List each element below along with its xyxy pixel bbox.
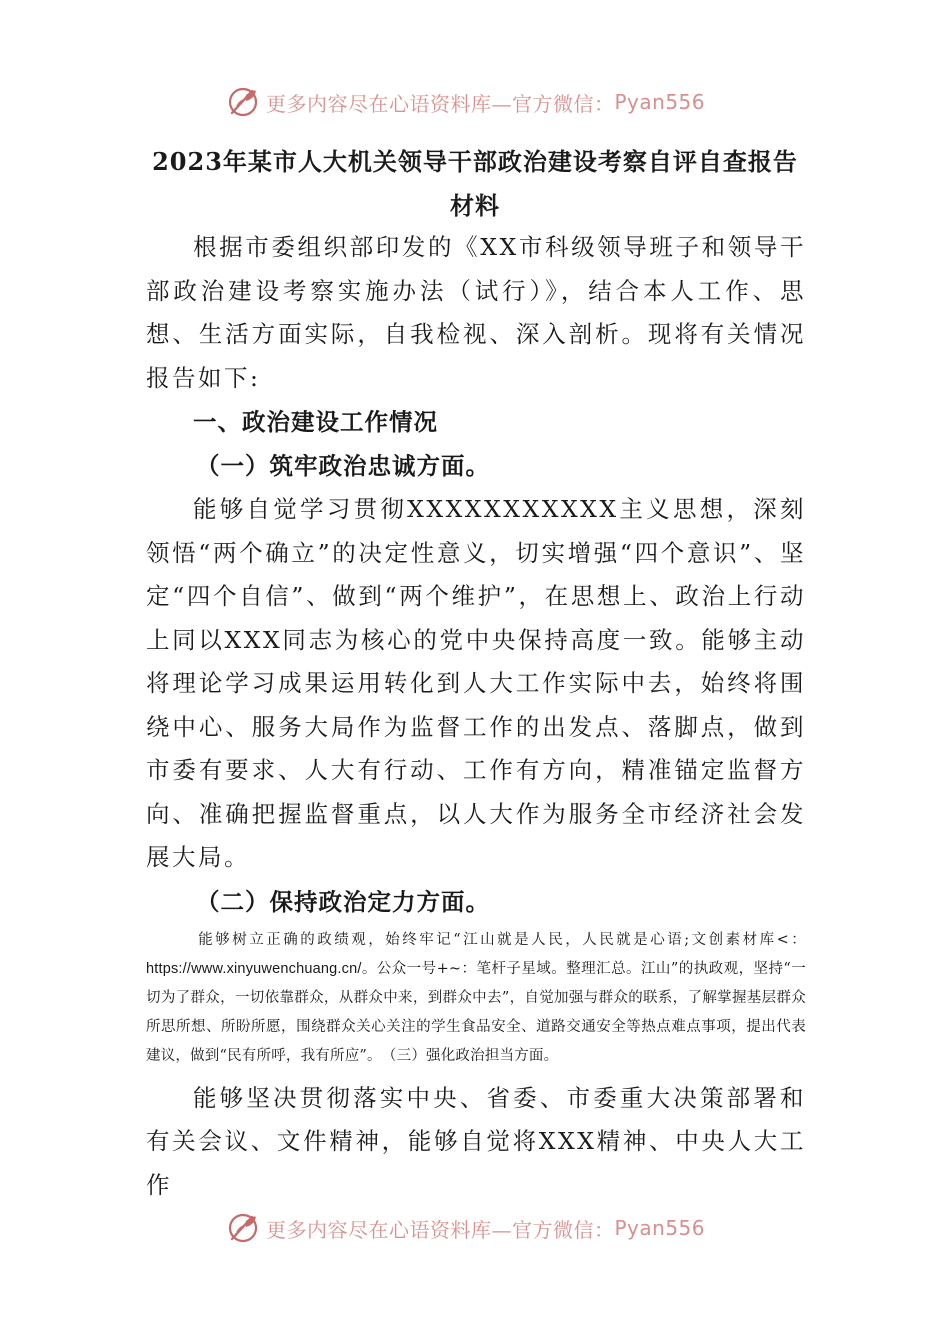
title-line-1: 2023年某市人大机关领导干部政治建设考察自评自查报告: [152, 147, 798, 176]
intro-paragraph: 根据市委组织部印发的《XX市科级领导班子和领导干部政治建设考察实施办法（试行）》，结合本人工作、思想、生活方面实际，自我检视、深入剖析。现将有关情况报告如下:: [146, 233, 806, 392]
document-title: [120, 140, 830, 228]
section-heading-1: 一、政治建设工作情况: [193, 408, 438, 436]
subsection-2-text-a: 能够树立正确的政绩观，始终牢记“江山就是人民，人民就是心语;文创素材库<：: [198, 931, 806, 948]
source-url-link[interactable]: https://www.xinyuwenchuang.cn/: [146, 960, 362, 977]
subsection-heading-2: （二）保持政治定力方面。: [196, 887, 490, 916]
quill-logo-icon: [226, 1211, 260, 1245]
watermark-wechat-id: Pyan556: [614, 90, 706, 114]
subsection-3-paragraph: 能够坚决贯彻落实中央、省委、市委重大决策部署和有关会议、文件精神，能够自觉将XXX精神、中央人大工作: [146, 1083, 806, 1199]
watermark-text: 更多内容尽在心语资料库—官方微信：: [266, 91, 615, 116]
quill-logo-icon: [226, 85, 260, 119]
watermark-text: 更多内容尽在心语资料库—官方微信：: [266, 1217, 615, 1242]
document-body: [146, 226, 806, 1207]
watermark-wechat-id: Pyan556: [614, 1216, 706, 1240]
subsection-2-text-b: 。公众一号+~：笔杆子星域。整理汇总。江山”的执政观，坚持“一切为了群众，一切依靠群众，从群众中来，到群众中去”，自觉加强与群众的联系，了解掌握基层群众所思所想、所盼所愿，围绕群众关心关注的学生食品安全、道路交通安全等热点难点事项，提出代表建议，做到“民有所呼，我有所应”。 （三）强化政治担当方面。: [146, 960, 806, 1064]
title-line-2: 材料: [450, 191, 500, 220]
subsection-heading-1: （一）筑牢政治忠诚方面。: [196, 452, 490, 480]
subsection-2-paragraph: [146, 926, 806, 1071]
header-watermark: [226, 82, 746, 122]
footer-watermark: [226, 1208, 746, 1248]
subsection-1-paragraph: 能够自觉学习贯彻XXXXXXXXXXX主义思想，深刻领悟“两个确立”的决定性意义，切实增强“四个意识”、坚定“四个自信”、做到“两个维护”，在思想上、政治上行动上同以XXX同志为核心的党中央保持高度一致。能够主动将理论学习成果运用转化到人大工作实际中去，始终将围绕中心、服务大局作为监督工作的出发点、落脚点，做到市委有要求、人大有行动、工作有方向，精准锚定监督方向、准确把握监督重点，以人大作为服务全市经济社会发展大局。: [146, 495, 806, 871]
